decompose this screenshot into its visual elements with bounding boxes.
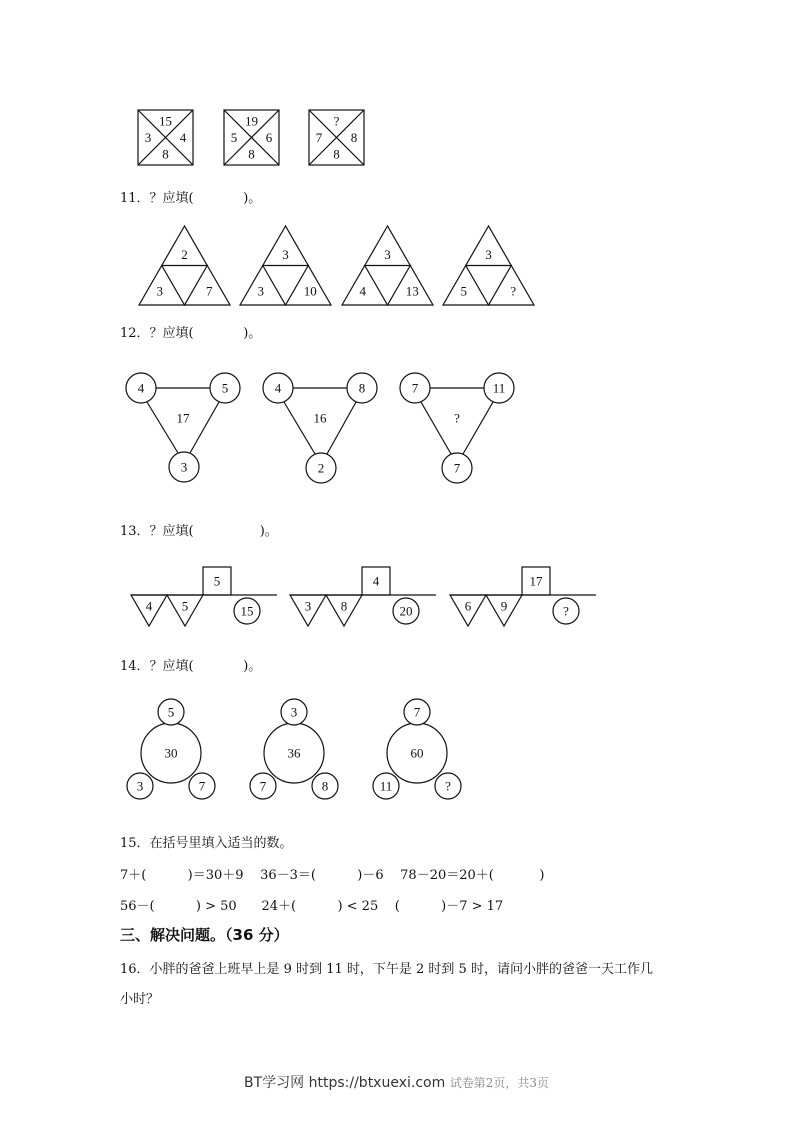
- node-left-number: 4: [137, 380, 145, 396]
- center-number: 17: [176, 410, 190, 426]
- puzzle-14: [0, 695, 793, 810]
- result-number: 15: [240, 603, 254, 619]
- square-top-number: 15: [159, 113, 172, 129]
- big-circle-number: 36: [287, 745, 301, 761]
- result-number: ?: [563, 603, 569, 619]
- triangle-left-number: 5: [460, 283, 467, 299]
- watermark-text: BT学习网 https://btxuexi.com: [244, 1075, 446, 1091]
- triangle-right-number: 7: [206, 283, 213, 299]
- square-bottom-number: 8: [162, 146, 169, 162]
- big-circle-number: 30: [164, 745, 178, 761]
- center-number: ?: [454, 410, 460, 426]
- triangle-top-number: 3: [384, 247, 391, 262]
- square-right-number: 6: [265, 130, 273, 145]
- top-small-number: 7: [413, 704, 421, 720]
- left-small-number: 7: [259, 778, 267, 794]
- puzzle-12: [0, 360, 793, 490]
- question-12-label: 12．？应填( )。: [120, 326, 262, 341]
- left-small-number: 3: [136, 778, 144, 794]
- question-16-line-2: 小时？: [120, 992, 160, 1007]
- triangle-number-b: 5: [181, 598, 189, 614]
- top-box-number: 4: [372, 573, 380, 589]
- triangle-right-number: 13: [405, 283, 419, 299]
- triangle-number-a: 3: [304, 598, 312, 614]
- connector-line: [327, 402, 356, 454]
- node-bottom-number: 2: [317, 460, 325, 476]
- connector-line: [147, 402, 178, 453]
- circle-cluster-puzzle-figure: [0, 695, 793, 810]
- square-puzzle-figure: [0, 0, 793, 175]
- center-number: 16: [313, 410, 327, 426]
- page-footer: [0, 1072, 793, 1092]
- square-left-number: 3: [144, 130, 152, 145]
- connector-line: [284, 402, 315, 454]
- top-box-number: 17: [529, 573, 543, 589]
- square-bottom-number: 8: [333, 146, 340, 162]
- question-11-label: 11．？应填( )。: [120, 191, 262, 206]
- node-right-number: 5: [221, 380, 229, 396]
- puzzle-11: [0, 215, 793, 315]
- question-15-line-1: 7＋( )＝30＋9 36－3＝( )－6 78－20＝20＋( ): [120, 868, 545, 883]
- connector-line: [421, 402, 451, 454]
- triangle-number-a: 6: [464, 598, 472, 614]
- result-number: 20: [399, 603, 413, 619]
- right-small-number: 7: [198, 778, 206, 794]
- circle-triangle-puzzle-figure: [0, 360, 793, 490]
- square-right-number: 4: [179, 130, 187, 145]
- question-15-label: 15．在括号里填入适当的数。: [120, 836, 293, 851]
- triangle-puzzle-figure: [0, 215, 793, 315]
- section-3-title: 三、解决问题。（36 分）: [120, 926, 289, 944]
- inner-triangle: [466, 266, 512, 306]
- node-left-number: 4: [274, 380, 282, 396]
- triangle-right-number: 10: [303, 283, 317, 299]
- triangle-number-b: 8: [340, 598, 348, 614]
- top-small-number: 5: [167, 704, 175, 720]
- triangle-top-number: 3: [282, 247, 289, 262]
- inner-triangle: [263, 266, 309, 306]
- triangle-number-a: 4: [145, 598, 153, 614]
- connector-line: [463, 402, 493, 454]
- question-16-line-1: 16．小胖的爸爸上班早上是 9 时到 11 时，下午是 2 时到 5 时，请问小胖的爸爸一天工作几: [120, 962, 653, 977]
- connector-line: [190, 402, 219, 453]
- triangle-top-number: 3: [485, 247, 492, 262]
- top-small-number: 3: [290, 704, 298, 720]
- square-top-number: ?: [333, 113, 340, 129]
- triangle-number-b: 9: [500, 598, 508, 614]
- square-top-number: 19: [245, 113, 258, 129]
- triangle-top-number: 2: [181, 247, 188, 262]
- square-left-number: 5: [230, 130, 238, 145]
- square-right-number: 8: [350, 130, 358, 145]
- puzzle-13: [0, 560, 793, 635]
- balance-puzzle-figure: [0, 560, 793, 635]
- puzzle-10: [0, 0, 793, 175]
- triangle-left-number: 3: [257, 283, 264, 299]
- triangle-left-number: 3: [156, 283, 163, 299]
- triangle-right-number: ?: [510, 283, 517, 299]
- top-box-number: 5: [213, 573, 221, 589]
- node-right-number: 11: [492, 380, 506, 396]
- inner-triangle: [365, 266, 411, 306]
- left-small-number: 11: [379, 778, 393, 794]
- question-15-line-2: 56－( ) > 50 24＋( ) < 25 ( )－7 > 17: [120, 899, 504, 914]
- page-number: 试卷第2页，共3页: [449, 1076, 549, 1090]
- inner-triangle: [162, 266, 208, 306]
- square-left-number: 7: [315, 130, 323, 145]
- question-13-label: 13．？应填( )。: [120, 524, 278, 539]
- node-right-number: 8: [358, 380, 366, 396]
- question-14-label: 14．？应填( )。: [120, 659, 262, 674]
- node-bottom-number: 3: [180, 459, 188, 475]
- node-left-number: 7: [411, 380, 419, 396]
- square-bottom-number: 8: [248, 146, 255, 162]
- right-small-number: 8: [321, 778, 329, 794]
- right-small-number: ?: [445, 778, 451, 794]
- triangle-left-number: 4: [359, 283, 366, 299]
- node-bottom-number: 7: [453, 460, 461, 476]
- big-circle-number: 60: [410, 745, 424, 761]
